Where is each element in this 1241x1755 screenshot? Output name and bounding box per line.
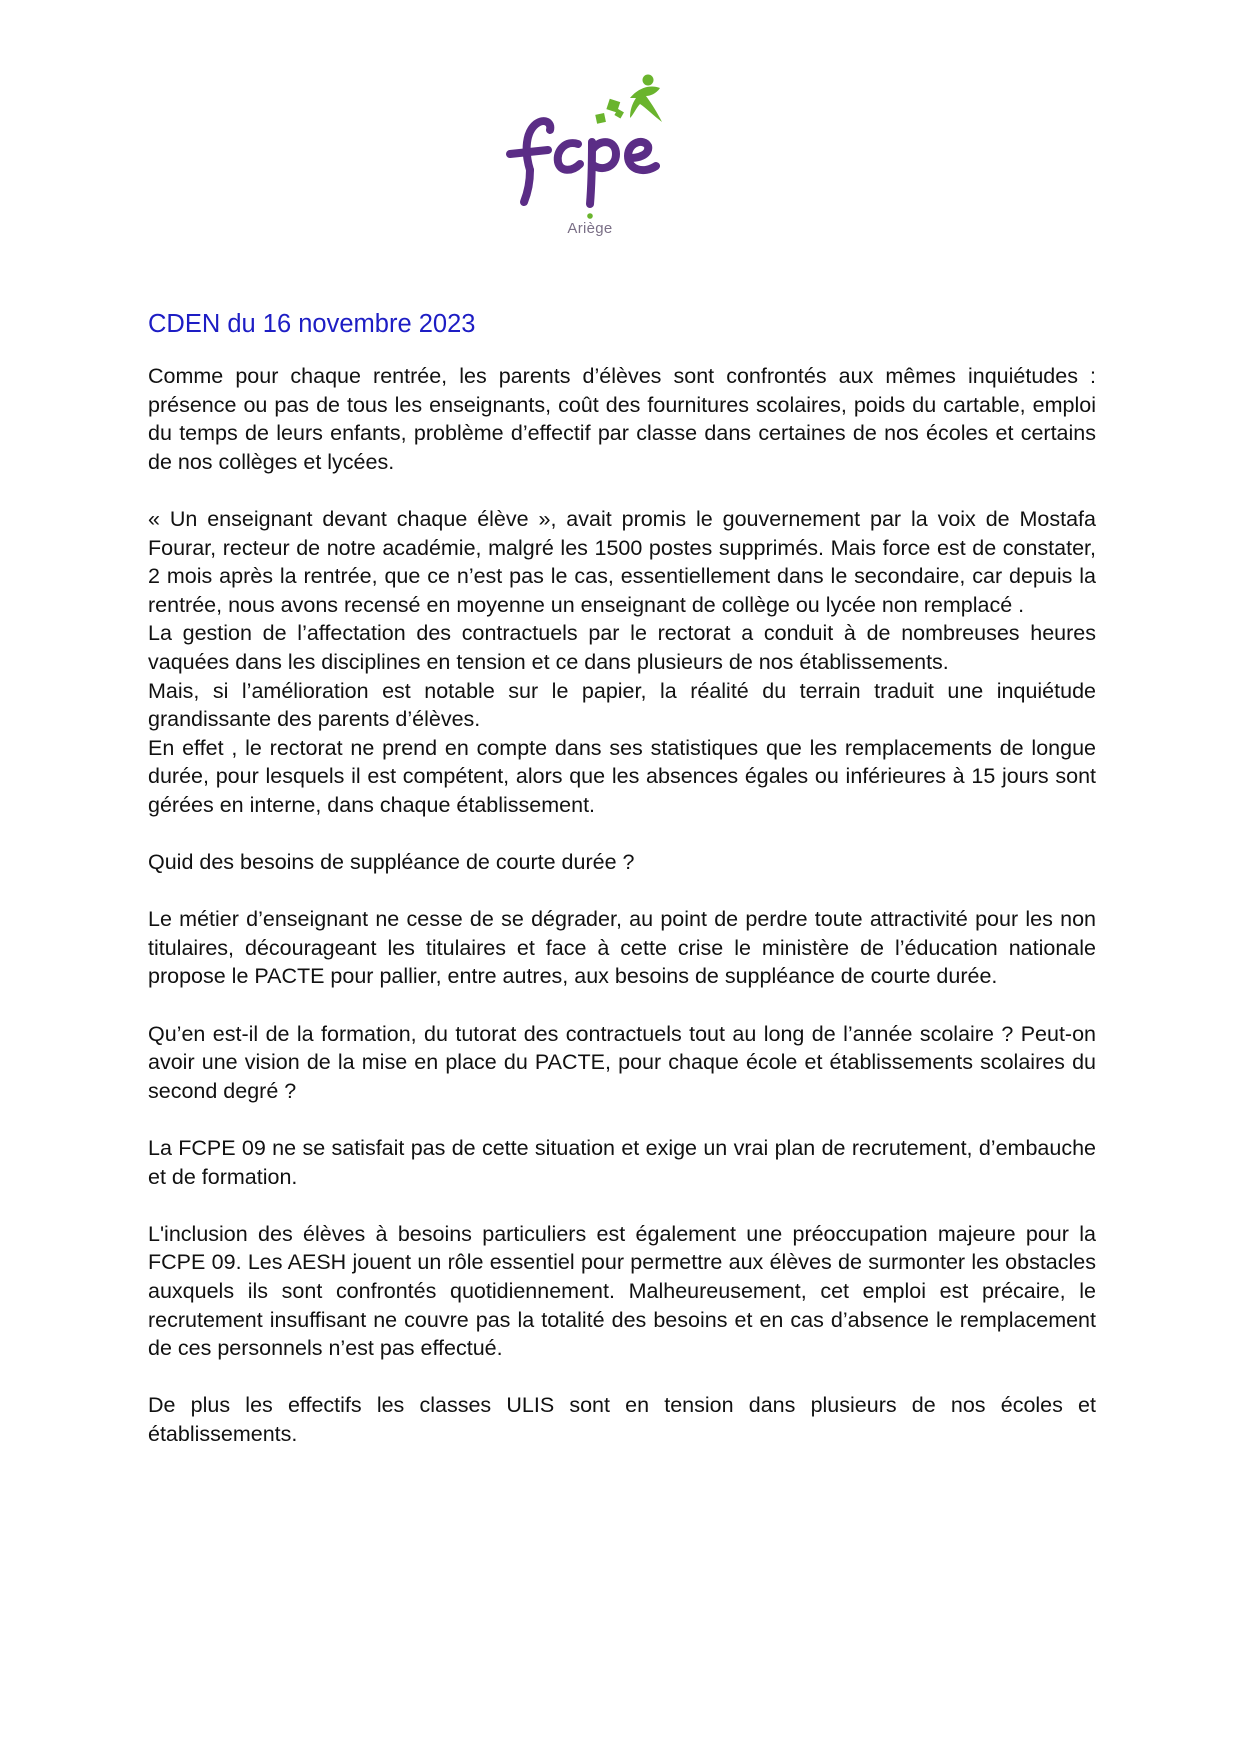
- logo-subtitle: Ariège: [567, 220, 613, 237]
- paragraph: De plus les effectifs les classes ULIS sont en tension dans plusieurs de nos écoles et établissements.: [148, 1393, 1096, 1446]
- logo: [500, 70, 700, 250]
- paragraph: « Un enseignant devant chaque élève », avait promis le gouvernement par la voix de Mostafa Fourar, recteur de notre académie, malgré les 1500 postes supprimés. Mais force est de constater, 2 mois après la rentrée, que ce n’est pas le cas, essentiellement dans le secondaire, car depuis la rentrée, nous avons recensé en moyenne un enseignant de collège ou lycée non remplacé .: [148, 506, 1096, 617]
- paragraph: L'inclusion des élèves à besoins particuliers est également une préoccupation majeure pour la FCPE 09. Les AESH jouent un rôle essentiel pour permettre aux élèves de surmonter les obstacles auxquels ils sont confrontés quotidiennement. Malheureusement, cet emploi est précaire, le recrutement insuffisant ne couvre pas la totalité des besoins et en cas d’absence le remplacement de ces personnels n’est pas effectué.: [148, 1221, 1096, 1361]
- document-body: [148, 308, 1096, 1449]
- paragraph: La FCPE 09 ne se satisfait pas de cette situation et exige un vrai plan de recrutement, d’embauche et de formation.: [148, 1136, 1096, 1189]
- fcpe-logo-icon: [500, 70, 680, 220]
- paragraph: Mais, si l’amélioration est notable sur le papier, la réalité du terrain traduit une inquiétude grandissante des parents d’élèves.: [148, 678, 1096, 732]
- paragraph: Qu’en est-il de la formation, du tutorat des contractuels tout au long de l’année scolaire ? Peut-on avoir une vision de la mise en place du PACTE, pour chaque école et établissements scolaires du second degré ?: [148, 1021, 1096, 1103]
- paragraph: En effet , le rectorat ne prend en compte dans ses statistiques que les remplacements de longue durée, pour lesquels il est compétent, alors que les absences égales ou inférieures à 15 jours sont gérées en interne, dans chaque établissement.: [148, 735, 1096, 817]
- paragraph: Le métier d’enseignant ne cesse de se dégrader, au point de perdre toute attractivité pour les non titulaires, décourageant les titulaires et face à cette crise le ministère de l’éducation nationale propose le PACTE pour pallier, entre autres, aux besoins de suppléance de courte durée.: [148, 907, 1096, 989]
- paragraph: Comme pour chaque rentrée, les parents d’élèves sont confrontés aux mêmes inquiétudes : présence ou pas de tous les enseignants, coût des fournitures scolaires, poids du cartable, emploi du temps de leurs enfants, problème d’effectif par classe dans certaines de nos écoles et certains de nos collèges et lycées.: [148, 364, 1096, 474]
- paragraph: La gestion de l’affectation des contractuels par le rectorat a conduit à de nombreuses heures vaquées dans les disciplines en tension et ce dans plusieurs de nos établissements.: [148, 621, 1096, 674]
- paragraph: Quid des besoins de suppléance de courte durée ?: [148, 850, 635, 875]
- document-title: CDEN du 16 novembre 2023: [148, 310, 476, 338]
